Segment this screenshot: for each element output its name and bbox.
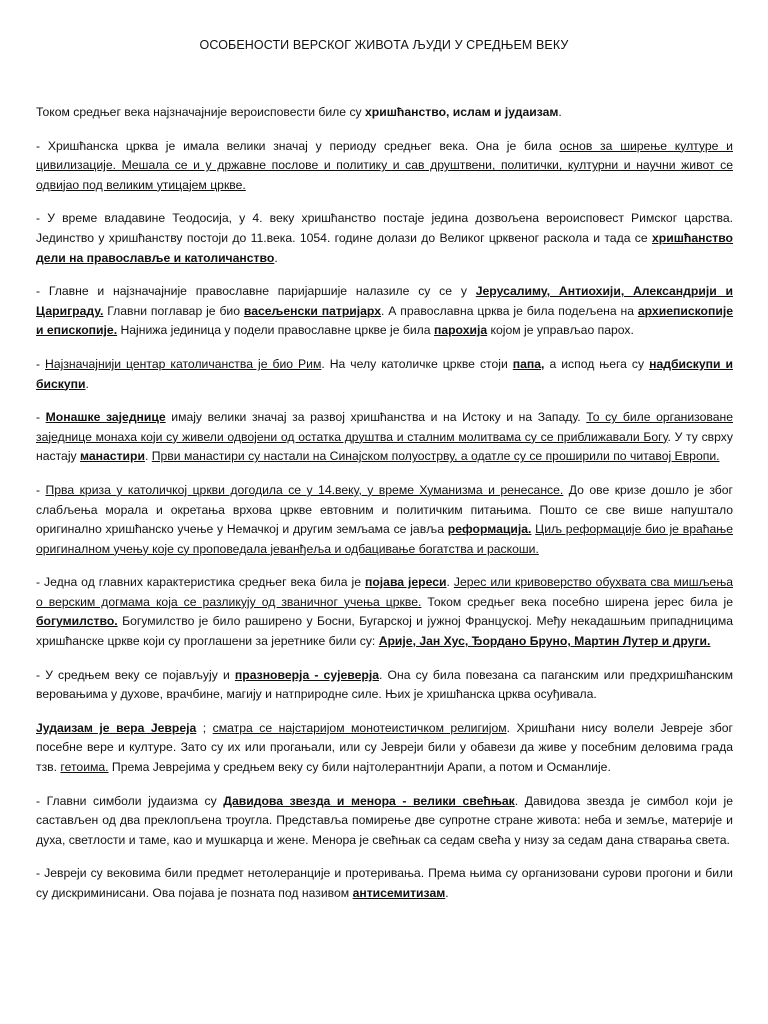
underlined-text: Први манастири су настали на Синајском полуострву, а одатле су се проширили по читавој Европи.	[151, 449, 720, 464]
paragraph	[36, 864, 733, 903]
paragraph	[36, 103, 733, 123]
text-run: .	[558, 105, 562, 119]
text-run: Током средњег века посебно ширена јерес била је	[421, 594, 734, 609]
text-run: Најнижа јединица у подели православне цркве је била	[117, 323, 434, 338]
underlined-text: гетоима.	[60, 760, 109, 775]
text-run: - Јевреји су вековима били предмет нетолеранције и протеривања. Према њима су организовани сурови прогони и били су дискриминисани. Ова појава је позната под називом	[36, 866, 733, 900]
text-run: . Давидова звезда је симбол који је састављен од два преклопљена троугла. Представља помирење две супротне стране живота: неба и земље, материје и духа, светлости и таме, као и мушкарца и жене. Менора је свећњак са седам свећа у низу за седам дана стварања света.	[36, 793, 733, 847]
document-body	[36, 103, 733, 918]
emphasized-text: манастири	[80, 449, 145, 464]
underlined-text: Циљ реформације био је враћање оригиналном учењу које су проповедала јеванђеља и одбацивање богатства и раскоши.	[36, 522, 733, 556]
text-run: . Она су била повезана са паганским или предхришћанским веровањима у духове, врачбине, магију и натприродне силе. Њих је хришћанска црква осуђивала.	[36, 667, 733, 702]
underlined-text: Јерес или кривоверство обухвата сва мишљења о верским догмама која се разликују од званичног учења цркве.	[36, 575, 734, 609]
emphasized-text: хришћанство, ислам и јудаизам	[365, 105, 559, 119]
text-run: - У време владавине Теодосија, у 4. веку хришћанство постаје једина дозвољена вероисповест Римског царства. Јединство у хришћанству постоји до 11.века. 1054. године долази до Великог црквеног раскола и тада се	[36, 211, 733, 245]
text-run: До ове кризе дошло је због слабљења морала и окретања врхова цркве евтовним и политичким питањима. Пошто се све више напуштало оригинално хришћанско учење у Немачкој и другим земљама се јавља	[36, 482, 733, 537]
paragraph	[36, 282, 733, 341]
paragraph	[36, 355, 733, 394]
emphasized-text: Давидова звезда и менора - велики свећњак	[223, 793, 515, 808]
paragraph	[36, 481, 733, 559]
text-run: .	[144, 449, 152, 464]
emphasized-text: реформација.	[447, 522, 532, 537]
paragraph	[36, 408, 733, 467]
underlined-text: Прва криза у католичкој цркви догодила се у 14.веку, у време Хуманизма и ренесансе.	[45, 482, 564, 497]
emphasized-text: парохија	[433, 323, 488, 338]
paragraph	[36, 792, 733, 851]
underlined-text: Најзначајнији центар католичанства је био Рим	[45, 356, 322, 371]
text-run: - Једна од главних карактеристика средњег века била је	[36, 575, 365, 590]
paragraph	[36, 209, 733, 268]
emphasized-text: Јудаизам је вера Јевреја	[36, 720, 197, 735]
emphasized-text: антисемитизам	[352, 886, 446, 900]
paragraph	[36, 137, 733, 196]
emphasized-text: архиепископије и епископије.	[36, 303, 734, 338]
text-run: - У средњем веку се појављују и	[36, 667, 235, 682]
text-run: -	[36, 482, 46, 497]
emphasized-text: хришћанство дели на православље и католичанство	[36, 230, 733, 265]
emphasized-text: Арије, Јан Хус, Ђордано Бруно, Мартин Лутер и други.	[378, 634, 711, 649]
text-run: . У ту сврху настају	[36, 429, 733, 464]
paragraph	[36, 573, 733, 651]
text-run: - Главне и најзначајније православне паријаршије налазиле су се у	[36, 284, 476, 299]
text-run: а испод њега су	[544, 356, 650, 371]
paragraph	[36, 666, 733, 705]
text-run: имају велики значај за развој хришћанства и на Истоку и на Западу.	[165, 410, 587, 425]
text-run: . А православна црква је била подељена на	[381, 303, 638, 318]
emphasized-text: папа,	[512, 356, 545, 371]
text-run: Према Јеврејима у средњем веку су били најтолерантнији Арапи, а потом и Османлије.	[108, 760, 611, 775]
emphasized-text: надбискупи и бискупи	[36, 356, 733, 391]
text-run: . Хришћани нису волели Јевреје због посебне вере и културе. Зато су их или прогањали, или су Јевреји били у обавези да живе у посебним деловима града тзв.	[36, 720, 733, 775]
text-run: - Хришћанска црква је имала велики значај у периоду средњег века. Она је била	[36, 138, 560, 153]
text-run: којом је управљао парох.	[487, 323, 634, 338]
text-run: .	[85, 376, 89, 391]
emphasized-text: богумилство.	[36, 614, 118, 629]
text-run: ;	[196, 720, 213, 735]
emphasized-text: Јерусалиму, Антиохији, Александрији и Цариграду.	[36, 284, 733, 318]
text-run: . На челу католичке цркве стоји	[321, 356, 513, 371]
document-title: ОСОБЕНОСТИ ВЕРСКОГ ЖИВОТА ЉУДИ У СРЕДЊЕМ ВЕКУ	[199, 38, 569, 52]
emphasized-text: појава јереси	[364, 575, 447, 590]
underlined-text: сматра се најстаријом монотеистичком религијом	[212, 720, 507, 735]
underlined-text: основ за ширење културе и цивилизације. Мешала се и у државне послове и политику и сав друштвени, политички, културни и научни живот се одвијао под великим утицајем цркве.	[36, 138, 733, 192]
text-run: -	[36, 410, 46, 425]
text-run: .	[274, 250, 278, 265]
text-run: - Главни симболи јудаизма су	[36, 793, 224, 808]
emphasized-text: Монашке заједнице	[45, 410, 166, 425]
text-run: Главни поглавар је био	[103, 303, 244, 318]
text-run: Током средњег века најзначајније вероисповести биле су	[36, 105, 366, 119]
emphasized-text: празноверја - сујеверја	[234, 667, 379, 682]
paragraph	[36, 719, 733, 778]
underlined-text: То су биле организоване заједнице монаха који су живели одвојени од остатка друштва и сталним молитвама су се приближавали Богу	[36, 410, 733, 444]
text-run: .	[446, 575, 454, 590]
text-run: .	[445, 886, 449, 900]
emphasized-text: васељенски патријарх	[243, 303, 381, 318]
text-run: -	[36, 356, 46, 371]
text-run: Богумилство је било раширено у Босни, Бугарској и јужној Француској. Међу некадашњим припадницима хришћанске цркве који су проглашени за јеретнике били су:	[36, 614, 733, 649]
